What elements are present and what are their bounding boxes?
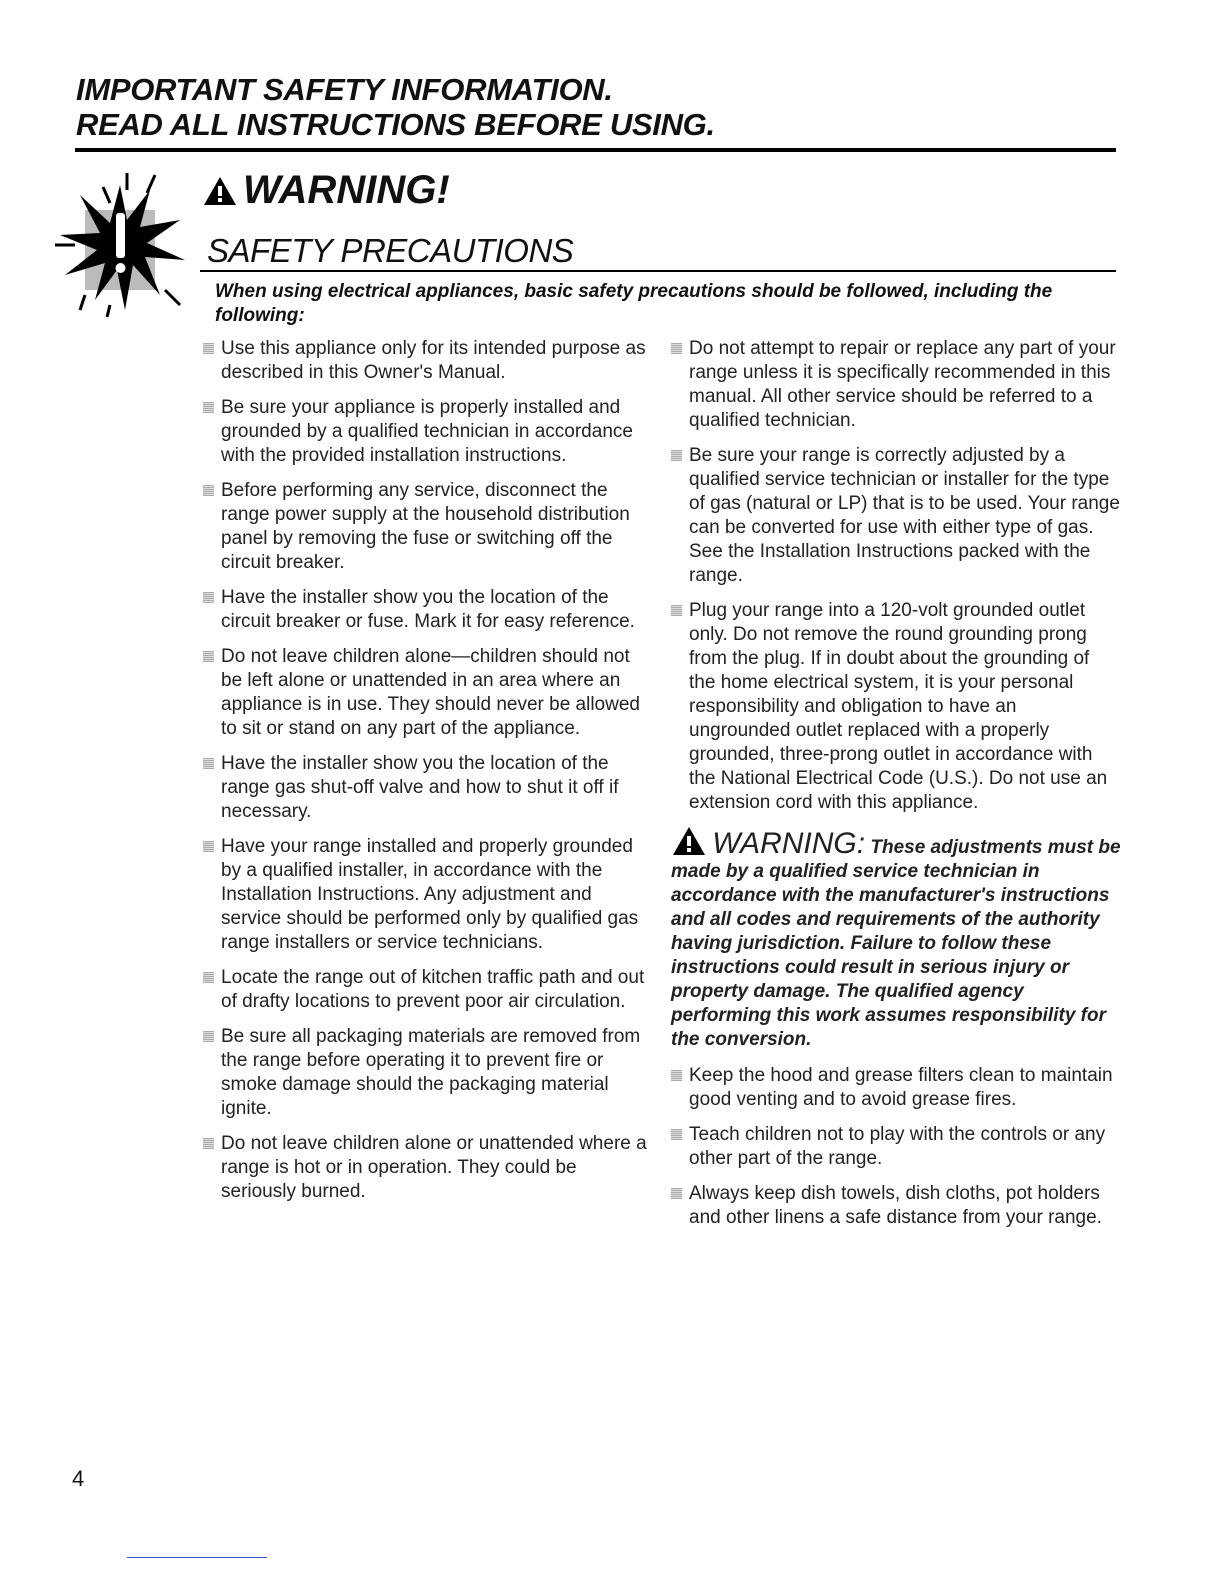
warning-triangle-icon — [203, 176, 237, 206]
bullet-icon — [203, 1031, 214, 1042]
bullet-icon — [671, 605, 682, 616]
footer-line — [127, 1557, 267, 1558]
warning-text: These adjustments must be made by a qualified service technician in accordance with the manufacturer's instructions and all codes and requirements of the authority having jurisdiction. Failure to follow these instructions could result in serious injury or property damage. The qualified agency performing this work assumes responsibility for the conversion. — [671, 837, 1121, 1050]
conversion-warning — [671, 826, 1121, 1052]
list-item — [203, 479, 648, 575]
left-column — [203, 337, 648, 1215]
header-line-1: IMPORTANT SAFETY INFORMATION. — [76, 72, 613, 107]
list-item — [203, 1132, 648, 1204]
list-item-text: Before performing any service, disconnect the range power supply at the household distribution panel by removing the fuse or switching off the circuit breaker. — [221, 480, 630, 573]
bullet-icon — [671, 1129, 682, 1140]
bullet-icon — [671, 1070, 682, 1081]
list-item-text: Keep the hood and grease filters clean to maintain good venting and to avoid grease fires. — [689, 1065, 1113, 1110]
explosion-warning-icon — [55, 165, 195, 320]
bullet-icon — [203, 758, 214, 769]
bullet-icon — [671, 450, 682, 461]
list-item — [671, 1123, 1121, 1171]
section-title: SAFETY PRECAUTIONS — [207, 232, 574, 269]
list-item-text: Teach children not to play with the controls or any other part of the range. — [689, 1124, 1106, 1169]
list-item — [671, 1064, 1121, 1112]
list-item — [203, 966, 648, 1014]
list-item — [203, 835, 648, 955]
list-item-text: Have the installer show you the location of the circuit breaker or fuse. Mark it for easy reference. — [221, 587, 635, 632]
bullet-icon — [203, 402, 214, 413]
list-item — [203, 396, 648, 468]
list-item-text: Plug your range into a 120-volt grounded outlet only. Do not remove the round grounding prong from the plug. If in doubt about the grounding of the home electrical system, it is your personal responsibility and obligation to have an ungrounded outlet replaced with a properly grounded, three-prong outlet in accordance with the National Electrical Code (U.S.). Do not use an extension cord with this appliance. — [689, 600, 1108, 813]
list-item-text: Locate the range out of kitchen traffic path and out of drafty locations to prevent poor air circulation. — [221, 967, 645, 1012]
bullet-icon — [203, 485, 214, 496]
warning-title: WARNING! — [243, 168, 450, 212]
list-item-text: Always keep dish towels, dish cloths, pot holders and other linens a safe distance from your range. — [689, 1183, 1102, 1228]
list-item — [671, 599, 1121, 815]
warning-heading — [203, 168, 450, 213]
list-item-text: Be sure your appliance is properly installed and grounded by a qualified technician in accordance with the provided installation instructions. — [221, 397, 633, 466]
bullet-icon — [671, 1188, 682, 1199]
list-item — [203, 337, 648, 385]
list-item-text: Do not leave children alone or unattended where a range is hot or in operation. They could be seriously burned. — [221, 1133, 647, 1202]
list-item — [203, 645, 648, 741]
list-item-text: Have the installer show you the location of the range gas shut-off valve and how to shut it off if necessary. — [221, 753, 619, 822]
list-item — [671, 337, 1121, 433]
list-item-text: Have your range installed and properly grounded by a qualified installer, in accordance with the Installation Instructions. Any adjustment and service should be performed only by qualified gas range installers or service technicians. — [221, 836, 639, 953]
list-item — [671, 444, 1121, 588]
header-rule — [75, 148, 1116, 152]
bullet-icon — [671, 343, 682, 354]
list-item-text: Be sure your range is correctly adjusted by a qualified service technician or installer for the type of gas (natural or LP) that is to be used. Your range can be converted for use with either type of gas. See the Installation Instructions packed with the range. — [689, 445, 1120, 586]
bullet-icon — [203, 343, 214, 354]
header-line-2: READ ALL INSTRUCTIONS BEFORE USING. — [76, 107, 715, 142]
bullet-icon — [203, 651, 214, 662]
intro-text: When using electrical appliances, basic safety precautions should be followed, including the following: — [215, 281, 1053, 326]
list-item — [671, 1182, 1121, 1230]
right-column — [671, 337, 1121, 1241]
bullet-icon — [203, 592, 214, 603]
bullet-icon — [203, 1138, 214, 1149]
list-item-text: Do not leave children alone—children should not be left alone or unattended in an area where an appliance is in use. They should never be allowed to sit or stand on any part of the appliance. — [221, 646, 640, 739]
list-item — [203, 752, 648, 824]
warning-triangle-icon — [671, 826, 707, 856]
warning-label: WARNING: — [712, 827, 866, 860]
list-item — [203, 1025, 648, 1121]
list-item-text: Do not attempt to repair or replace any part of your range unless it is specifically recommended in this manual. All other service should be referred to a qualified technician. — [689, 338, 1116, 431]
list-item-text: Be sure all packaging materials are removed from the range before operating it to prevent fire or smoke damage should the packaging material ignite. — [221, 1026, 641, 1119]
bullet-icon — [203, 972, 214, 983]
bullet-icon — [203, 841, 214, 852]
section-rule — [200, 270, 1116, 272]
page-number: 4 — [72, 1466, 85, 1491]
list-item — [203, 586, 648, 634]
list-item-text: Use this appliance only for its intended purpose as described in this Owner's Manual. — [221, 338, 646, 383]
